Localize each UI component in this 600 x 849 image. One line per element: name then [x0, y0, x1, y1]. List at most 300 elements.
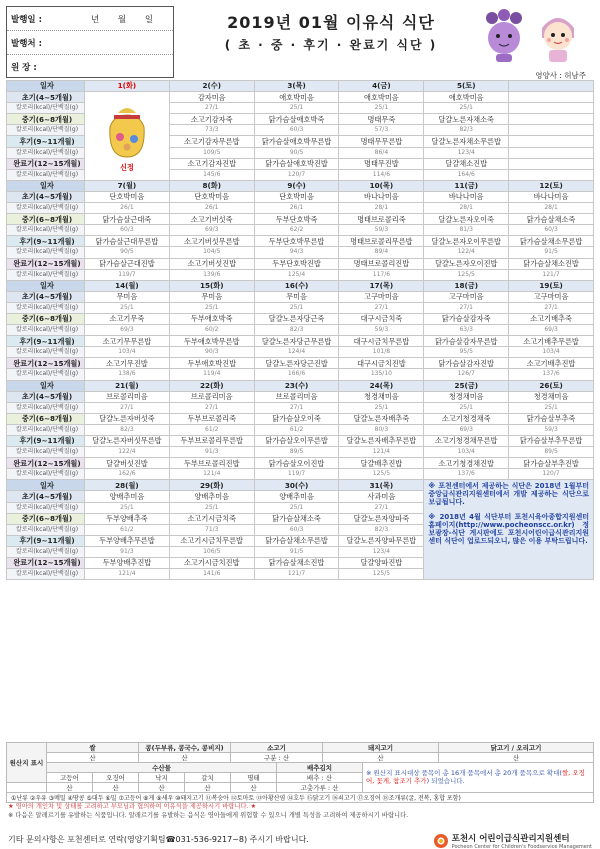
kcal-cell: 90/5 [85, 247, 170, 258]
issue-date-value: 년 월 일 [91, 14, 162, 25]
day-header: 4(금) [339, 81, 424, 92]
kcal-cell: 27/1 [339, 502, 424, 513]
stage-label-wan: 완료기(12~15개월) [7, 558, 85, 569]
menu-cell: 닭가슴살채소죽 [254, 513, 339, 524]
kcal-cell: 59/3 [339, 325, 424, 336]
menu-cell: 단호박미음 [254, 191, 339, 202]
notice-1: ※ 포천센터에서 제공하는 식단은 2018년 1월부터 중앙급식관리지원센터에서 개발 제공하는 식단으로 보급됩니다. [428, 482, 589, 507]
kcal-cell: 145/6 [169, 169, 254, 180]
menu-cell: 소고기무죽 [85, 313, 170, 324]
menu-cell: 청경채미음 [424, 391, 509, 402]
octopus-label: 낙지 [139, 773, 185, 783]
menu-cell: 두부애호박죽 [169, 313, 254, 324]
day-header: 9(수) [254, 180, 339, 191]
kcal-row-hu [7, 447, 594, 458]
poultry-origin: 산 [439, 753, 594, 763]
date-label: 일자 [7, 280, 85, 291]
menu-cell: 명태브로콜리죽 [339, 214, 424, 225]
day-header: 18(금) [424, 280, 509, 291]
menu-cell: 닭가슴살감자죽 [424, 313, 509, 324]
menu-cell: 고구마미음 [339, 291, 424, 302]
menu-cell: 닭가슴살채소진밥 [509, 258, 594, 269]
notice-2: ※ 2018년 4월 식단부터 포천시육아종합지원센터 홈페이지(http://www.pocheonscc.or.kr) 정보광장-식단 게시판에도 포천시어린이급식관리지원센터 식단이 업로드되오니, 많은 이용 부탁드립니다. [428, 512, 589, 545]
stage-label-jung: 중기(6~8개월) [7, 313, 85, 324]
menu-cell: 닭가슴살근대죽 [85, 214, 170, 225]
holiday-label: 신정 [119, 162, 134, 172]
cabbage-origin: 산 [325, 774, 333, 782]
kcal-cell: 25/1 [85, 302, 170, 313]
menu-cell: 소고기배추죽 [509, 313, 594, 324]
day-header: 31(목) [339, 480, 424, 491]
menu-row-wan [7, 258, 594, 269]
beef-origin: 산 [282, 754, 290, 762]
kcal-cell: 125/4 [254, 269, 339, 280]
kcal-cell: 28/1 [424, 203, 509, 214]
center-logo [433, 832, 592, 849]
kcal-cell: 117/6 [339, 269, 424, 280]
kcal-cell: 121/4 [85, 569, 170, 580]
kcal-cell: 25/1 [509, 402, 594, 413]
kcal-cell: 126/7 [424, 369, 509, 380]
menu-row-hu [7, 336, 594, 347]
footer [8, 832, 592, 848]
kcal-cell: 94/3 [254, 247, 339, 258]
menu-cell: 두부단호박진밥 [254, 258, 339, 269]
cabbage-origin-cell [277, 773, 363, 783]
kcal-cell: 124/4 [254, 347, 339, 358]
menu-cell: 소고기배추무른밥 [509, 336, 594, 347]
origin-note-b: ) 되었습니다. [426, 776, 465, 785]
kcal-cell: 104/5 [169, 247, 254, 258]
menu-cell: 소고기감자무른밥 [169, 136, 254, 147]
seafood-label: 수산물 [47, 763, 277, 773]
kcal-cell: 69/3 [509, 325, 594, 336]
menu-cell: 무미음 [169, 291, 254, 302]
menu-row-jung [7, 413, 594, 424]
girl-mascot-icon [536, 8, 580, 64]
menu-cell: 청경채미음 [339, 391, 424, 402]
kcal-cell: 135/10 [339, 369, 424, 380]
menu-row-hu [7, 436, 594, 447]
kcal-cell: 82/3 [339, 524, 424, 535]
kcal-label: 칼로리(kcal)/단백질(g) [7, 125, 85, 136]
kcal-cell: 60/3 [254, 125, 339, 136]
kcal-cell: 82/3 [85, 424, 170, 435]
issue-box [6, 6, 174, 78]
origin-expansion-note [363, 763, 594, 793]
menu-cell: 두부애호박진밥 [169, 358, 254, 369]
issue-date-label: 발행일 : [11, 14, 42, 25]
kcal-cell: 109/5 [169, 147, 254, 158]
menu-cell-empty [509, 158, 594, 169]
kcal-cell: 120/7 [509, 469, 594, 480]
kcal-cell-empty [509, 147, 594, 158]
menu-cell: 달걀노른자당근죽 [254, 313, 339, 324]
kcal-cell: 69/3 [85, 325, 170, 336]
kcal-cell: 89/5 [254, 447, 339, 458]
menu-cell: 애호박미음 [339, 92, 424, 103]
menu-cell: 소고기시금치죽 [169, 513, 254, 524]
page-subtitle: ( 초 · 중 · 후기 · 완료기 식단 ) [224, 38, 438, 52]
kcal-cell: 137/6 [509, 369, 594, 380]
squid-label: 오징어 [93, 773, 139, 783]
principal-label: 원 장 : [11, 63, 37, 73]
menu-cell: 달걀노른자채소죽 [424, 114, 509, 125]
rice-label: 쌀 [47, 743, 139, 753]
menu-cell: 고구마미음 [424, 291, 509, 302]
day-header: 30(수) [254, 480, 339, 491]
kcal-cell: 123/4 [424, 147, 509, 158]
day-header: 7(월) [85, 180, 170, 191]
kcal-cell: 62/2 [254, 225, 339, 236]
kcal-row-cho [7, 402, 594, 413]
kcal-row-jung [7, 424, 594, 435]
kcal-cell: 121/7 [509, 269, 594, 280]
kcal-cell: 28/1 [509, 203, 594, 214]
menu-cell: 브로콜리미음 [169, 391, 254, 402]
beef-label: 소고기 [231, 743, 323, 753]
day-header: 19(토) [509, 280, 594, 291]
menu-cell: 달걀노른자버섯무른밥 [85, 436, 170, 447]
kcal-cell: 60/3 [85, 225, 170, 236]
menu-cell: 닭가슴살감자무른밥 [424, 336, 509, 347]
kcal-cell: 164/6 [424, 169, 509, 180]
menu-row-wan [7, 358, 594, 369]
day-header: 8(화) [169, 180, 254, 191]
menu-cell: 사과미음 [339, 491, 424, 502]
week-header-row [7, 81, 594, 92]
day-header: 3(목) [254, 81, 339, 92]
kcal-cell: 61/2 [254, 424, 339, 435]
menu-cell: 단호박미음 [85, 191, 170, 202]
kcal-cell: 27/1 [169, 103, 254, 114]
kcal-cell: 60/3 [509, 225, 594, 236]
kcal-cell: 25/1 [254, 502, 339, 513]
kcal-label: 칼로리(kcal)/단백질(g) [7, 447, 85, 458]
menu-cell: 달걀노른자배추무른밥 [339, 436, 424, 447]
kcal-cell: 141/6 [169, 569, 254, 580]
kcal-cell: 28/1 [339, 203, 424, 214]
origin-note-a: ※ 원산지 표시대상 품목이 총 16개 품목에서 총 20개 품목으로 확대( [366, 769, 562, 778]
kcal-cell: 27/1 [509, 302, 594, 313]
kcal-cell: 103/4 [509, 347, 594, 358]
kcal-label: 칼로리(kcal)/단백질(g) [7, 369, 85, 380]
stage-label-hu: 후기(9~11개월) [7, 336, 85, 347]
menu-row-wan [7, 458, 594, 469]
stage-label-wan: 완료기(12~15개월) [7, 458, 85, 469]
kcal-cell: 125/5 [339, 469, 424, 480]
kcal-cell: 69/3 [424, 424, 509, 435]
kcal-cell: 25/1 [339, 402, 424, 413]
menu-cell: 달걀노른자당근진밥 [254, 358, 339, 369]
menu-cell: 닭가슴살오이무른밥 [254, 436, 339, 447]
menu-cell: 무미음 [254, 291, 339, 302]
center-name: 포천시 어린이급식관리지원센터 [451, 834, 570, 844]
stage-label-hu: 후기(9~11개월) [7, 436, 85, 447]
kcal-cell: 80/3 [339, 424, 424, 435]
menu-cell: 달걀노른자양파죽 [339, 513, 424, 524]
menu-cell: 달걀노른자채소무른밥 [424, 136, 509, 147]
kcal-cell: 61/2 [85, 524, 170, 535]
header [6, 6, 594, 78]
kcal-cell: 69/3 [169, 225, 254, 236]
menu-cell: 양배추미음 [169, 491, 254, 502]
kcal-row-hu [7, 347, 594, 358]
stage-label-jung: 중기(6~8개월) [7, 114, 85, 125]
poultry-label-cell: 닭고기 / 오리고기 [439, 743, 594, 753]
beans-origin: 산 [139, 753, 231, 763]
pork-label: 돼지고기 [323, 743, 439, 753]
kimchi-label: 배추김치 [277, 763, 363, 773]
kcal-cell-empty [509, 169, 594, 180]
nutritionist: 영양사 : 허남주 [535, 71, 586, 80]
menu-cell: 대구시금치죽 [339, 313, 424, 324]
kcal-cell: 27/1 [424, 302, 509, 313]
menu-cell: 닭가슴살채소진밥 [254, 558, 339, 569]
pepper-origin: 산 [332, 784, 339, 792]
date-label: 일자 [7, 180, 85, 191]
menu-cell: 달걀배추진밥 [339, 458, 424, 469]
grape-mascot-icon [482, 8, 526, 64]
stage-label-cho: 초기(4~5개월) [7, 191, 85, 202]
kcal-cell: 26/1 [169, 203, 254, 214]
kcal-label: 칼로리(kcal)/단백질(g) [7, 524, 85, 535]
menu-cell: 명태무죽 [339, 114, 424, 125]
week-header-row [7, 280, 594, 291]
kcal-cell: 81/3 [424, 225, 509, 236]
menu-cell: 닭가슴살애호박무른밥 [254, 136, 339, 147]
day-header: 25(금) [424, 380, 509, 391]
kcal-label: 칼로리(kcal)/단백질(g) [7, 203, 85, 214]
kcal-cell-empty [509, 125, 594, 136]
stage-label-jung: 중기(6~8개월) [7, 413, 85, 424]
kcal-label: 칼로리(kcal)/단백질(g) [7, 325, 85, 336]
menu-row-hu [7, 236, 594, 247]
day-header: 16(수) [254, 280, 339, 291]
menu-cell: 닭가슴살근대진밥 [85, 258, 170, 269]
menu-cell: 소고기무무른밥 [85, 336, 170, 347]
kcal-cell: 122/4 [85, 447, 170, 458]
day-header: 17(목) [339, 280, 424, 291]
menu-cell: 소고기청경채진밥 [424, 458, 509, 469]
day-header: 1(화) [85, 81, 170, 92]
duck-label: 오리고기 [516, 744, 542, 752]
kcal-cell: 120/7 [254, 169, 339, 180]
kcal-cell: 27/1 [85, 402, 170, 413]
allergen-note: ※ 다음은 알레르기를 유발하는 식품입니다. 알레르기를 유발하는 음식은 영아들에게 위험할 수 있으니 개별 특성을 고려하여 제공하시기 바랍니다. [8, 811, 409, 819]
day-header: 23(수) [254, 380, 339, 391]
menu-cell: 명태무무른밥 [339, 136, 424, 147]
issuer-label: 발행처 : [11, 38, 42, 49]
holiday-cell [85, 92, 170, 181]
menu-row-jung [7, 313, 594, 324]
menu-cell: 닭가슴살근대무른밥 [85, 236, 170, 247]
kcal-row-cho [7, 302, 594, 313]
kcal-cell: 106/5 [169, 546, 254, 557]
kcal-cell: 101/8 [339, 347, 424, 358]
kcal-cell: 125/5 [424, 269, 509, 280]
issuer-row [7, 31, 173, 55]
menu-cell: 닭가슴살애호박진밥 [254, 158, 339, 169]
menu-cell: 닭가슴살오이진밥 [254, 458, 339, 469]
kcal-cell: 60/3 [254, 524, 339, 535]
stage-label-hu: 후기(9~11개월) [7, 535, 85, 546]
menu-cell: 명태브로콜리진밥 [339, 258, 424, 269]
origin-table [6, 742, 594, 803]
mackerel-origin: 산 [47, 783, 93, 793]
menu-cell: 소고기시금치진밥 [169, 558, 254, 569]
kcal-label: 칼로리(kcal)/단백질(g) [7, 247, 85, 258]
allergen-list: ①난류 ②우유 ③메밀 ④땅콩 ⑤대두 ⑥밀 ⑦고등어 ⑧게 ⑨새우 ⑩돼지고기 ⑪복숭아 ⑫토마토 ⑬아황산염 ⑭호두 ⑮닭고기 ⑯쇠고기 ⑰오징어 ⑱조개류(굴, 전복, 홍합 포함) [7, 793, 594, 803]
kcal-cell: 59/3 [339, 225, 424, 236]
menu-cell: 애호박미음 [254, 92, 339, 103]
day-header: 28(월) [85, 480, 170, 491]
kcal-cell: 27/1 [169, 402, 254, 413]
kcal-cell: 119/4 [169, 369, 254, 380]
menu-cell: 소고기버섯죽 [169, 214, 254, 225]
date-label: 일자 [7, 81, 85, 92]
pollock-origin: 산 [231, 783, 277, 793]
menu-cell: 양배추미음 [85, 491, 170, 502]
kcal-label: 칼로리(kcal)/단백질(g) [7, 147, 85, 158]
menu-cell: 청경채미음 [509, 391, 594, 402]
menu-cell: 소고기시금치무른밥 [169, 535, 254, 546]
day-header-empty [509, 81, 594, 92]
kcal-cell: 103/4 [85, 347, 170, 358]
origin-title: 원산지 표시 [7, 743, 47, 783]
menu-cell: 소고기배추진밥 [509, 358, 594, 369]
kcal-cell: 122/4 [424, 247, 509, 258]
kcal-cell: 119/7 [254, 469, 339, 480]
center-logo-icon [433, 833, 449, 849]
kcal-cell: 121/4 [169, 469, 254, 480]
kcal-row-wan [7, 369, 594, 380]
kcal-cell: 90/5 [254, 147, 339, 158]
kcal-cell: 25/1 [85, 502, 170, 513]
menu-cell: 단호박미음 [169, 191, 254, 202]
menu-cell: 소고기감자죽 [169, 114, 254, 125]
menu-cell: 두부애호박무른밥 [169, 336, 254, 347]
stage-label-wan: 완료기(12~15개월) [7, 358, 85, 369]
kcal-label: 칼로리(kcal)/단백질(g) [7, 169, 85, 180]
day-header: 29(화) [169, 480, 254, 491]
kcal-cell: 89/5 [509, 447, 594, 458]
menu-cell-empty [509, 114, 594, 125]
kcal-cell: 91/3 [85, 546, 170, 557]
rice-origin: 산 [47, 753, 139, 763]
week-header-row [7, 480, 594, 491]
menu-row-cho [7, 191, 594, 202]
kcal-cell: 25/1 [424, 402, 509, 413]
stage-label-wan: 완료기(12~15개월) [7, 158, 85, 169]
kcal-row-jung [7, 225, 594, 236]
menu-cell: 대구시금치무른밥 [339, 336, 424, 347]
kcal-cell: 119/7 [85, 269, 170, 280]
stage-label-cho: 초기(4~5개월) [7, 291, 85, 302]
day-header: 14(월) [85, 280, 170, 291]
stage-label-hu: 후기(9~11개월) [7, 136, 85, 147]
kcal-cell: 26/1 [254, 203, 339, 214]
kcal-cell: 61/2 [169, 424, 254, 435]
kcal-label: 칼로리(kcal)/단백질(g) [7, 569, 85, 580]
kcal-cell: 137/6 [424, 469, 509, 480]
notice-box [424, 480, 594, 580]
menu-cell: 두부양배추죽 [85, 513, 170, 524]
pepper-origin-cell [277, 783, 363, 793]
kcal-row-jung [7, 325, 594, 336]
contact-info: 기타 문의사항은 포천센터로 연락(영양기획팀☎031-536-9217~8) 주시기 바랍니다. [8, 835, 309, 844]
stage-label-hu: 후기(9~11개월) [7, 236, 85, 247]
menu-cell: 닭가슴살감자진밥 [424, 358, 509, 369]
kcal-cell: 25/1 [424, 103, 509, 114]
principal-row [7, 55, 173, 79]
day-header: 11(금) [424, 180, 509, 191]
kcal-cell: 91/5 [254, 546, 339, 557]
stage-label-wan: 완료기(12~15개월) [7, 258, 85, 269]
kcal-label: 칼로리(kcal)/단백질(g) [7, 302, 85, 313]
day-header: 24(목) [339, 380, 424, 391]
menu-cell: 소고기감자진밥 [169, 158, 254, 169]
kcal-label: 칼로리(kcal)/단백질(g) [7, 424, 85, 435]
kcal-row-cho [7, 203, 594, 214]
menu-cell: 명태무진밥 [339, 158, 424, 169]
menu-row-jung [7, 214, 594, 225]
menu-cell: 닭가슴살애호박죽 [254, 114, 339, 125]
menu-row-cho [7, 92, 594, 103]
menu-cell: 두부양배추무른밥 [85, 535, 170, 546]
date-label: 일자 [7, 380, 85, 391]
kcal-row-wan [7, 269, 594, 280]
chicken-label: 닭고기 [490, 744, 510, 752]
menu-cell: 달걀노른자당근무른밥 [254, 336, 339, 347]
menu-cell: 닭가슴살부추무른밥 [509, 436, 594, 447]
kcal-cell: 59/3 [509, 424, 594, 435]
menu-cell: 두부브로콜리죽 [169, 413, 254, 424]
menu-cell: 달걀노른자오이죽 [424, 214, 509, 225]
day-header: 15(화) [169, 280, 254, 291]
menu-cell: 대구시금치진밥 [339, 358, 424, 369]
menu-cell-empty [509, 92, 594, 103]
page-title: 2019년 01월 이유식 식단 [227, 13, 435, 32]
week-header-row [7, 380, 594, 391]
octopus-origin: 산 [139, 783, 185, 793]
menu-cell: 소고기무진밥 [85, 358, 170, 369]
kcal-cell: 103/4 [424, 447, 509, 458]
menu-cell: 명태브로콜리무른밥 [339, 236, 424, 247]
day-header: 10(목) [339, 180, 424, 191]
kcal-cell: 27/1 [339, 302, 424, 313]
kcal-cell: 82/3 [424, 125, 509, 136]
day-header: 2(수) [169, 81, 254, 92]
kcal-label: 칼로리(kcal)/단백질(g) [7, 103, 85, 114]
day-header: 22(화) [169, 380, 254, 391]
day-header: 21(월) [85, 380, 170, 391]
menu-cell: 달걀버섯진밥 [85, 458, 170, 469]
stage-label-jung: 중기(6~8개월) [7, 214, 85, 225]
stage-label-cho: 초기(4~5개월) [7, 92, 85, 103]
center-name-en: Pocheon Center for Children's Foodservice Management [451, 844, 592, 849]
origin-spacer [7, 783, 47, 793]
day-header: 5(토) [424, 81, 509, 92]
menu-cell: 달걀노른자오이진밥 [424, 258, 509, 269]
kcal-cell: 26/1 [85, 203, 170, 214]
pepper-label: 고춧가루 : [300, 784, 331, 792]
kcal-cell: 27/1 [254, 402, 339, 413]
hairtail-origin: 산 [185, 783, 231, 793]
menu-cell: 두부브로콜리무른밥 [169, 436, 254, 447]
kcal-cell: 95/5 [424, 347, 509, 358]
kcal-label: 칼로리(kcal)/단백질(g) [7, 347, 85, 358]
